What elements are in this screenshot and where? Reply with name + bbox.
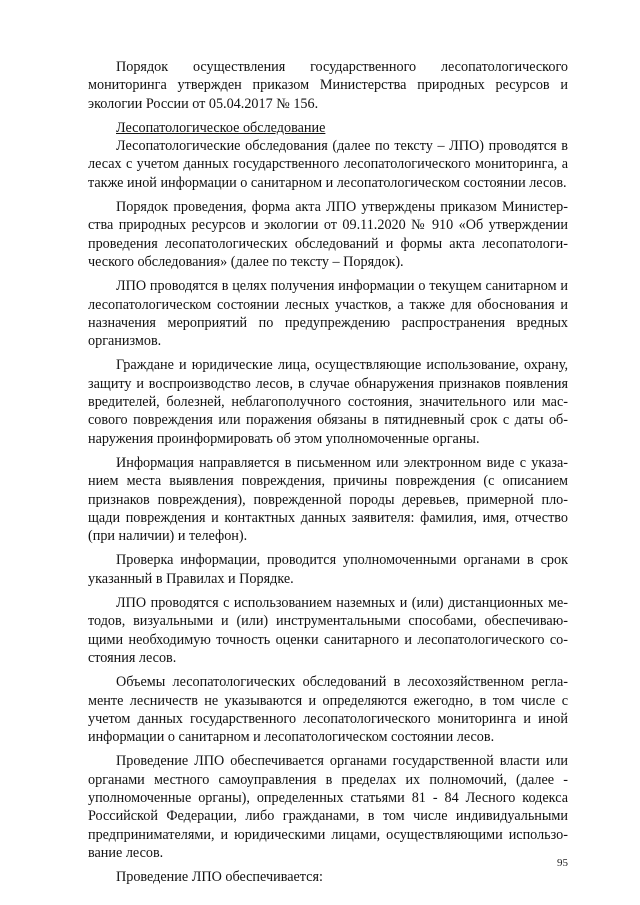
paragraph-authorities: Проведение ЛПО обеспечивается органами государственной власти или органами местного самоуправления в пределах их полномочий, (далее - уполномоченные органы), определенных статьями 81 - 84 Лесного кодекса Российской Федерации, либо гражданами, в том числе индивидуальными предпринимателями, и юридическими лицами, осуществляющими использование лесов. bbox=[88, 753, 568, 861]
page-number: 95 bbox=[557, 857, 568, 869]
paragraph-verification: Проверка информации, проводится уполномоченными органами в срок указанный в Правилах и Порядке. bbox=[88, 552, 568, 587]
paragraph-methods: ЛПО проводятся с использованием наземных и (или) дистанционных методов, визуальными и (или) инструментальными способами, обеспечивающими необходимую точность оценки санитарного и лесопатологического состояния лесов. bbox=[88, 595, 568, 666]
paragraph-purpose: ЛПО проводятся в целях получения информации о текущем санитарном и лесопатологическом состоянии лесных участков, а также для обоснования и назначения мероприятий по предупреждению распространения вредных организмов. bbox=[88, 278, 568, 350]
paragraph-obligations: Граждане и юридические лица, осуществляющие использование, охрану, защиту и воспроизводство лесов, в случае обнаружения признаков появления вредителей, болезней, неблагополучного состояния, значительного или массового повреждения или поражения обязаны в пятидневный срок с даты обнаружения проинформировать об этом уполномоченные органы. bbox=[88, 357, 568, 447]
paragraph-monitoring-order: Порядок осуществления государственного лесопатологического мониторинга утвержден приказом Министерства природных ресурсов и экологии России от 05.04.2017 № 156. bbox=[88, 59, 568, 112]
paragraph-lpo-definition: Лесопатологические обследования (далее по тексту – ЛПО) проводятся в лесах с учетом данных государственного лесопатологического мониторинга, а также иной информации о санитарном и лесопатологическом состоянии лесов. bbox=[88, 138, 568, 191]
section-heading: Лесопатологическое обследование bbox=[116, 119, 326, 136]
paragraph-procedure: Порядок проведения, форма акта ЛПО утверждены приказом Министерства природных ресурсов и экологии от 09.11.2020 № 910 «Об утверждении проведения лесопатологических обследований и формы акта лесопатологического обследования» (далее по тексту – Порядок). bbox=[88, 199, 568, 270]
paragraph-provision: Проведение ЛПО обеспечивается: bbox=[116, 869, 323, 886]
document-body bbox=[88, 58, 568, 892]
paragraph-volumes: Объемы лесопатологических обследований в лесохозяйственном регламенте лесничеств не указываются и определяются ежегодно, в том числе с учетом данных государственного лесопатологического мониторинга и иной информации о санитарном и лесопатологическом состоянии лесов. bbox=[88, 674, 568, 746]
paragraph-information: Информация направляется в письменном или электронном виде с указанием места выявления повреждения, причины повреждения (с описанием признаков повреждения), поврежденной породы деревьев, примерной площади повреждения и контактных данных заявителя: фамилия, имя, отчество (при наличии) и телефон). bbox=[88, 454, 568, 545]
